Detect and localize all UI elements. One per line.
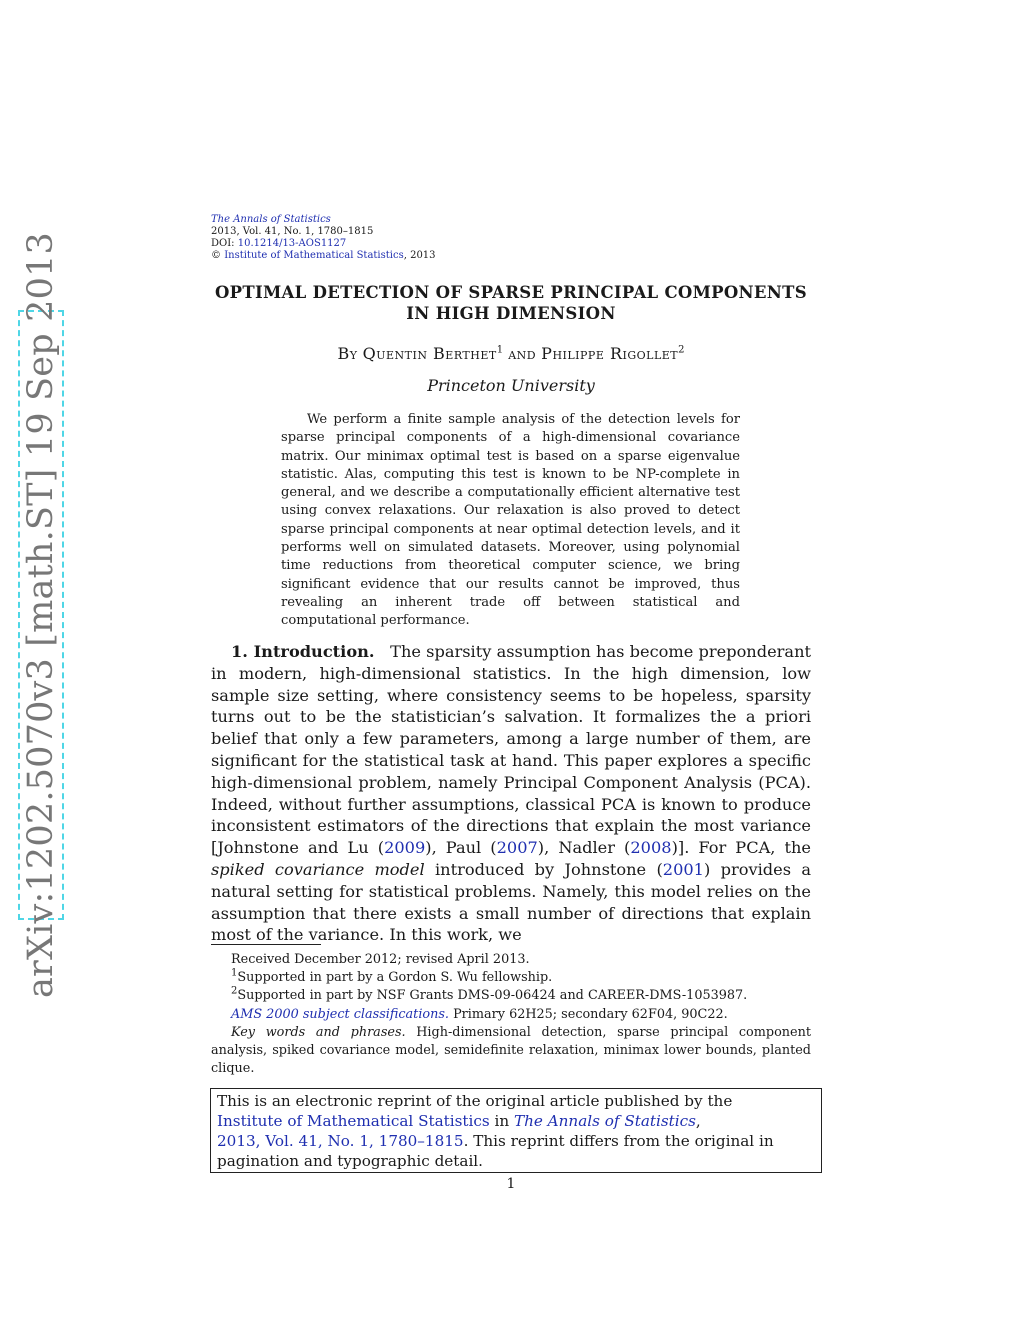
footnote-2-mark: 2 — [231, 986, 238, 998]
journal-header — [211, 214, 436, 262]
reprint-rest: . This reprint differs from the original in — [463, 1132, 774, 1150]
author-1: Quentin Berthet — [362, 344, 497, 363]
and-label: and — [508, 344, 537, 363]
page-number: 1 — [506, 1176, 516, 1192]
ims-link[interactable]: Institute of Mathematical Statistics — [217, 1112, 490, 1130]
intro-text-1: The sparsity assumption has become preponderant in modern, high-dimensional statistics. In the high dimension, low sample size setting, where consistency seems to be hopeless, sparsity turns out to be the statistician’s salvation. It formalizes the a priori belief that only a few parameters, among a large number of them, are significant for the statistical task at hand. This paper explores a specific high-dimensional problem, namely Principal Component Analysis (PCA). Indeed, without further assumptions, classical PCA is known to produce inconsistent estimators of the directions that explain the most variance [Johnstone and Lu ( — [211, 642, 811, 858]
publisher-link[interactable]: Institute of Mathematical Statistics — [224, 250, 404, 261]
footnote-2: Supported in part by NSF Grants DMS-09-06424 and CAREER-DMS-1053987. — [237, 988, 748, 1004]
paper-title — [211, 282, 811, 324]
received-note: Received December 2012; revised April 2013. — [231, 952, 530, 967]
journal-link[interactable]: The Annals of Statistics — [513, 1112, 696, 1130]
intro-text-6: ) provides a natural setting for statistical problems. Namely, this model relies on the assumption that there exists a small number of directions that explain most of the variance. In this work, we — [211, 859, 811, 945]
intro-text-5: introduced by Johnstone ( — [424, 859, 663, 879]
emphasis-spiked-model: spiked covariance model — [211, 859, 425, 879]
keywords-label: Key words and phrases. — [231, 1024, 406, 1040]
citation-2009-link[interactable]: 2009 — [384, 838, 426, 858]
doi-link[interactable]: 10.1214/13-AOS1127 — [237, 238, 347, 249]
reprint-line-4: pagination and typographic detail. — [217, 1152, 483, 1170]
reprint-line-1: This is an electronic reprint of the original article published by the — [217, 1092, 733, 1110]
abstract: We perform a finite sample analysis of the detection levels for sparse principal components of a high-dimensional covariance matrix. Our minimax optimal test is based on a sparse eigenvalue statistic. Alas, computing this test is known to be NP-complete in general, and we describe a computationally efficient alternative test using convex relaxations. Our relaxation is also proved to detect sparse principal components at near optimal detection levels, and it performs well on simulated datasets. Moreover, using polynomial time reductions from theoretical computer science, we bring significant evidence that our results cannot be improved, thus revealing an inherent trade off between statistical and computational performance. — [281, 412, 740, 629]
keywords: High-dimensional detection, sparse principal component analysis, spiked covariance model, semidefinite relaxation, minimax lower bounds, planted clique. — [211, 1024, 811, 1077]
reprint-notice — [210, 1088, 822, 1173]
ams-classification-link[interactable]: AMS 2000 subject classifications. — [231, 1006, 449, 1022]
citation-2001-link[interactable]: 2001 — [662, 859, 704, 879]
author-1-footnote-mark[interactable]: 1 — [496, 344, 504, 356]
copyright-year: , 2013 — [403, 250, 436, 261]
author-2: Philippe Rigollet — [541, 344, 679, 363]
footnote-1: Supported in part by a Gordon S. Wu fellowship. — [237, 970, 553, 986]
title-line-2: IN HIGH DIMENSION — [406, 304, 616, 323]
reprint-comma: , — [695, 1112, 701, 1130]
author-line — [211, 344, 811, 363]
by-label: By — [337, 344, 358, 363]
author-2-footnote-mark[interactable]: 2 — [678, 344, 685, 356]
ams-classification: Primary 62H25; secondary 62F04, 90C22. — [449, 1006, 728, 1022]
volume-link[interactable]: 2013, Vol. 41, No. 1, 1780–1815 — [217, 1132, 464, 1150]
section-heading: 1. Introduction. — [231, 642, 375, 661]
citation-2008-link[interactable]: 2008 — [630, 838, 672, 858]
affiliation: Princeton University — [427, 376, 595, 395]
intro-text-4: )]. For PCA, the — [671, 838, 811, 858]
arxiv-stamp — [18, 231, 64, 999]
footnote-1-mark: 1 — [231, 967, 238, 979]
intro-text-2: ), Paul ( — [425, 838, 497, 858]
footnote-rule — [211, 944, 321, 945]
title-line-1: OPTIMAL DETECTION OF SPARSE PRINCIPAL COMPONENTS — [215, 283, 807, 302]
citation-2007-link[interactable]: 2007 — [496, 838, 538, 858]
copyright-icon: © — [211, 250, 221, 261]
journal-name-link[interactable]: The Annals of Statistics — [211, 214, 331, 225]
arxiv-identifier: arXiv:1202.5070v3 [math.ST] 19 Sep 2013 — [21, 231, 61, 999]
doi-label: DOI: — [211, 238, 238, 249]
footnotes — [211, 951, 811, 1078]
intro-text-3: ), Nadler ( — [537, 838, 631, 858]
reprint-in: in — [489, 1112, 514, 1130]
journal-volume: 2013, Vol. 41, No. 1, 1780–1815 — [211, 226, 374, 237]
introduction-paragraph — [211, 641, 811, 946]
